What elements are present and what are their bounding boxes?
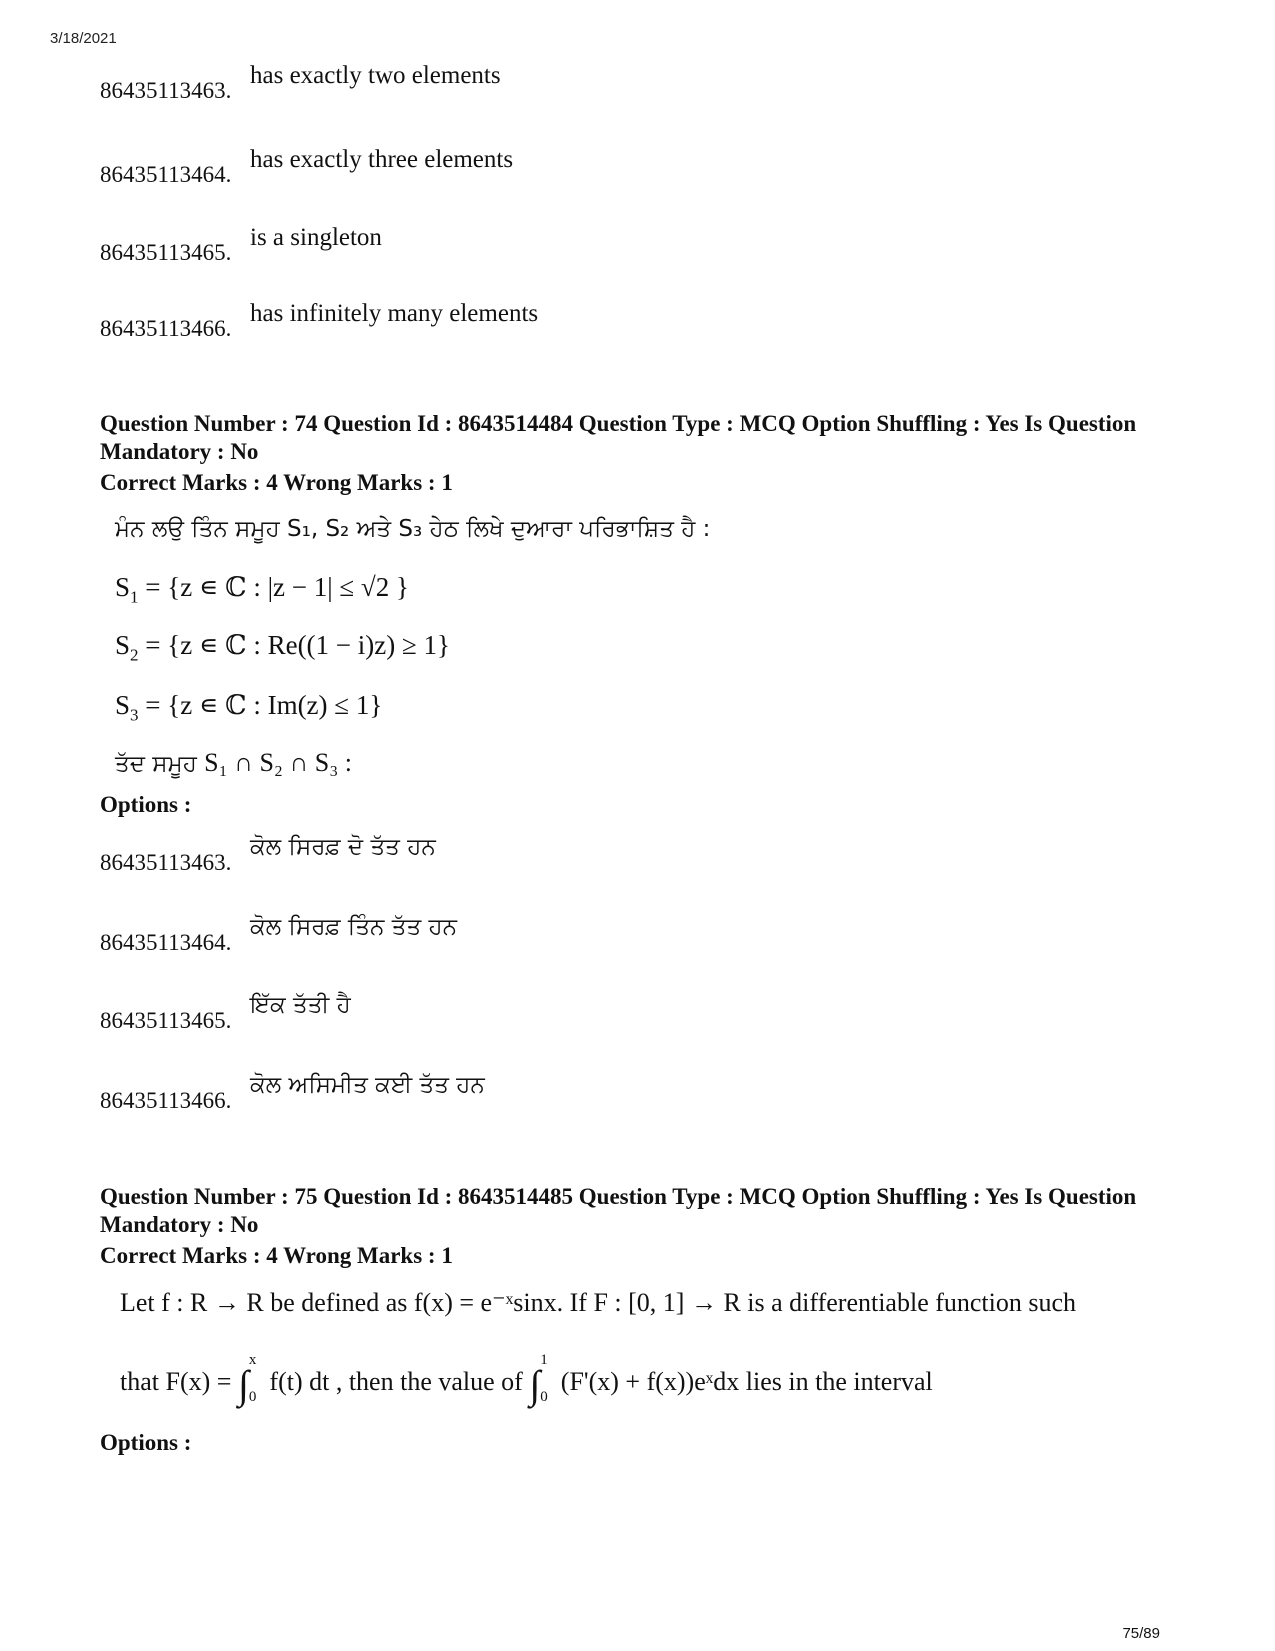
option-id: 86435113464.	[100, 930, 232, 955]
prev-option-4	[100, 300, 1180, 340]
q74-then	[115, 748, 352, 778]
option-text: ਕੋਲ ਸਿਰਫ਼ ਤਿੰਨ ਤੱਤ ਹਨ	[250, 914, 457, 940]
then-label: ਤੱਦ ਸਮੂਹ	[115, 751, 197, 777]
q74-set-s2: $S_2 = \{z$ ∊ ℂ : Re((1 − i)z) ≥ 1}	[115, 630, 451, 665]
integral-limits: x 0	[248, 1352, 257, 1405]
option-text: has exactly three elements	[250, 146, 514, 173]
option-id: 86435113465.	[100, 1008, 232, 1033]
q75-heading: Question Number : 75 Question Id : 8643514485 Question Type : MCQ Option Shuffling : Yes Is Question Mandatory : No	[100, 1184, 1137, 1237]
q75-options-label: Options :	[100, 1430, 192, 1455]
integral-limits: 1 0	[540, 1352, 548, 1405]
q75-line-2	[120, 1352, 933, 1408]
s1-definition: = {z ∊ ℂ : |z − 1| ≤ √2 }	[145, 572, 409, 602]
option-text: has infinitely many elements	[250, 300, 539, 327]
page-number: 75/89	[1122, 1625, 1160, 1642]
integral-sign: ∫	[529, 1362, 541, 1407]
option-text: ਇੱਕ ਤੱਤੀ ਹੈ	[250, 992, 351, 1018]
option-text: ਕੋਲ ਅਸਿਮੀਤ ਕਈ ਤੱਤ ਹਨ	[250, 1072, 485, 1098]
q74-set-s3: $S_3 = \{z$ ∊ ℂ : Im(z) ≤ 1}	[115, 690, 383, 725]
q75-marks: Correct Marks : 4 Wrong Marks : 1	[100, 1243, 453, 1268]
q74-option-3[interactable]	[100, 992, 1180, 1032]
option-id: 86435113466.	[100, 316, 232, 341]
option-text: is a singleton	[250, 224, 382, 251]
option-id: 86435113466.	[100, 1088, 232, 1113]
q74-intro: ਮੰਨ ਲਉ ਤਿੰਨ ਸਮੂਹ S₁, S₂ ਅਤੇ S₃ ਹੇਠ ਲਿਖੇ ਦੁਆਰਾ ਪਰਿਭਾਸ਼ਿਤ ਹੈ :	[115, 516, 711, 542]
q75-line-2-start: that F(x) =	[120, 1367, 232, 1396]
q74-heading: Question Number : 74 Question Id : 8643514484 Question Type : MCQ Option Shuffling : Yes Is Question Mandatory : No	[100, 411, 1137, 464]
q74-option-4[interactable]	[100, 1072, 1180, 1112]
prev-option-3	[100, 224, 1180, 264]
s2-definition: = {z ∊ ℂ : Re((1 − i)z) ≥ 1}	[145, 630, 451, 660]
prev-option-1	[100, 62, 1180, 102]
then-expression: S₁ ∩ S₂ ∩ S₃ :	[204, 748, 353, 777]
option-id: 86435113464.	[100, 162, 232, 187]
q75-line-2-end: (F'(x) + f(x))eˣdx lies in the interval	[560, 1367, 933, 1396]
prev-option-2	[100, 146, 1180, 186]
option-text: has exactly two elements	[250, 62, 501, 89]
q74-set-s1: $S_1 = \{z$ ∊ ℂ : |z − 1| ≤ √2 }	[115, 572, 409, 607]
option-text: ਕੋਲ ਸਿਰਫ਼ ਦੋ ਤੱਤ ਹਨ	[250, 834, 436, 860]
integral-sign: ∫	[237, 1362, 249, 1407]
option-id: 86435113463.	[100, 78, 232, 103]
s3-definition: = {z ∊ ℂ : Im(z) ≤ 1}	[145, 690, 383, 720]
print-date: 3/18/2021	[50, 30, 117, 47]
option-id: 86435113463.	[100, 850, 232, 875]
q74-options-label: Options :	[100, 792, 192, 817]
q75-line-1: Let f : R → R be defined as f(x) = e⁻ˣsinx. If F : [0, 1] → R is a differentiable function such	[120, 1288, 1077, 1317]
q74-option-2[interactable]	[100, 914, 1180, 954]
q74-option-1[interactable]	[100, 834, 1180, 874]
option-id: 86435113465.	[100, 240, 232, 265]
q75-line-2-middle: f(t) dt , then the value of	[269, 1367, 523, 1396]
q74-marks: Correct Marks : 4 Wrong Marks : 1	[100, 470, 453, 495]
